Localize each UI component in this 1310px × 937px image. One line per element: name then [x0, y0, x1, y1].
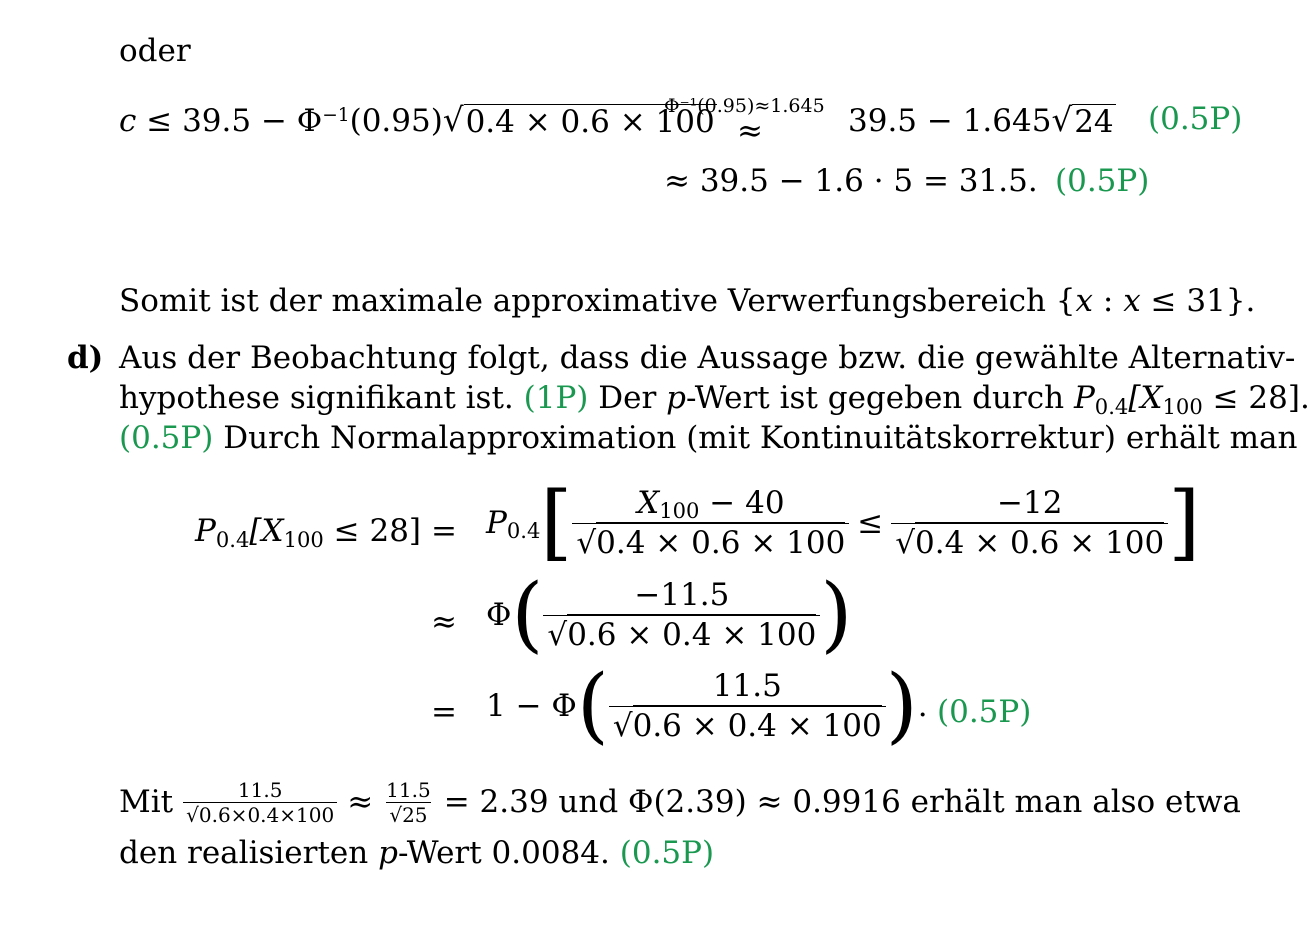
rhs-row-1	[486, 475, 1201, 570]
right-bracket: ]	[1168, 475, 1201, 570]
fraction-4-den: √0.6 × 0.4 × 100	[609, 706, 886, 742]
lhs-X: [X	[249, 513, 284, 549]
fraction-3-num: −11.5	[634, 576, 730, 613]
fraction-1-num	[633, 484, 788, 524]
frac1-den-body: 0.4 × 0.6 × 100	[596, 522, 845, 561]
lhs-rest: ≤ 28]	[323, 513, 422, 549]
inline-fraction-2	[383, 780, 434, 825]
d-line2-a: hypothese signifikant ist.	[119, 380, 524, 416]
lhs-X-sub: 100	[283, 526, 324, 552]
inline-frac1-num: 11.5	[237, 778, 283, 802]
rhs-sqrt-body: 24	[1074, 104, 1114, 140]
frac1-X: X	[637, 484, 660, 521]
fraction-3-den: √0.6 × 0.4 × 100	[543, 615, 820, 651]
frac2-den-body: 0.4 × 0.6 × 100	[915, 522, 1164, 561]
set-rest: ≤ 31}.	[1140, 283, 1256, 319]
inline-frac2-den-body: 25	[402, 803, 428, 827]
lhs-arg: (0.95)	[349, 103, 443, 139]
points-1p: (1P)	[523, 380, 589, 416]
mit-word: Mit	[119, 784, 174, 820]
frac4-den-body: 0.6 × 0.4 × 100	[633, 705, 882, 744]
frac3-den-body: 0.6 × 0.4 × 100	[567, 614, 816, 653]
inline-frac1-den-body: 0.6×0.4×100	[198, 803, 335, 827]
item-label-d: d)	[67, 340, 104, 376]
fraction-2	[891, 484, 1168, 561]
rhs-row-2-inner	[486, 567, 853, 662]
mit-line2	[119, 835, 715, 871]
inverse-sup: −1	[322, 104, 350, 126]
points-aligned: (0.5P)	[937, 694, 1032, 730]
set-var2: x	[1123, 283, 1141, 319]
mit-p-var: p	[378, 835, 398, 871]
rhs-row-3	[486, 658, 928, 753]
aligned-lhs	[195, 513, 422, 552]
d-line1: Aus der Beobachtung folgt, dass die Aussage bzw. die gewählte Alternativ-	[119, 340, 1296, 376]
frac1-X-sub: 100	[659, 498, 700, 524]
sqrt-sign: √	[442, 101, 464, 139]
sqrt-body: 0.4 × 0.6 × 100	[465, 104, 715, 140]
points-label: (0.5P)	[1148, 101, 1243, 137]
frac1-num-rest: − 40	[699, 484, 785, 521]
points-label-2: (0.5P)	[1055, 163, 1150, 199]
somit-text: Somit ist der maximale approximative Verwerfungsbereich {	[119, 283, 1076, 319]
lhs-P: P	[195, 513, 216, 549]
rel-3: =	[431, 694, 457, 730]
points-final: (0.5P)	[619, 835, 715, 871]
right-paren-3: )	[885, 658, 918, 753]
fraction-1-den: √0.4 × 0.6 × 100	[572, 523, 849, 559]
lhs-relation: ≤ 39.5 − Φ	[146, 103, 323, 139]
d-line3-text: Durch Normalapproximation (mit Kontinuitätskorrektur) erhält man	[213, 420, 1298, 456]
rel-1: =	[431, 513, 457, 549]
approx-symbol: ≈	[737, 113, 763, 149]
d-line2-d: ≤ 28].	[1202, 380, 1310, 416]
equation-line2: ≈ 39.5 − 1.6 · 5 = 31.5.	[664, 163, 1038, 199]
mit-rest: = 2.39 und Φ(2.39) ≈ 0.9916 erhält man also etwa	[443, 784, 1241, 820]
rhs-row-3-inner	[486, 658, 928, 753]
sqrt-sign-2: √	[1051, 101, 1073, 139]
equation-critical-value	[119, 101, 717, 140]
X-var: [X	[1128, 380, 1163, 416]
rel-2: ≈	[431, 604, 457, 640]
var-c: c	[119, 103, 137, 139]
period: .	[917, 687, 928, 724]
p-var: p	[666, 380, 686, 416]
equation-rhs	[848, 101, 1116, 140]
P-sub: 0.4	[1094, 393, 1129, 419]
fraction-4	[609, 667, 886, 744]
mit-approx: ≈	[347, 784, 374, 820]
mit-line2-b: -Wert 0.0084.	[397, 835, 620, 871]
lhs-P-sub: 0.4	[215, 526, 250, 552]
rhs-text: 39.5 − 1.645	[848, 103, 1052, 139]
P-var: P	[1073, 380, 1095, 416]
inline-frac1-den: √0.6×0.4×100	[183, 802, 337, 825]
left-paren-3: (	[576, 658, 609, 753]
X-sub: 100	[1162, 393, 1203, 419]
left-bracket: [	[540, 475, 573, 570]
fraction-2-den: √0.4 × 0.6 × 100	[891, 523, 1168, 559]
d-line3	[119, 420, 1298, 456]
rhs-row-1-inner	[486, 475, 1201, 570]
oder-word: oder	[119, 33, 191, 69]
mit-line1	[119, 780, 1241, 825]
inline-frac2-den: √25	[386, 802, 430, 825]
inline-frac2-num: 11.5	[386, 778, 431, 802]
text-oder	[119, 33, 191, 69]
fraction-1	[572, 484, 849, 561]
mit-line1-inner	[119, 780, 1241, 825]
set-mid: :	[1093, 283, 1124, 319]
rhs-row-2	[486, 567, 853, 662]
fraction-2-num: −12	[997, 484, 1063, 521]
right-paren-2: )	[820, 567, 853, 662]
fraction-3	[543, 576, 820, 653]
d-line2-c: -Wert ist gegeben durch	[686, 380, 1074, 416]
le-symbol: ≤	[857, 504, 884, 541]
mit-line2-a: den realisierten	[119, 835, 379, 871]
d-line2-b: Der	[588, 380, 667, 416]
d-line2	[119, 380, 1310, 419]
one-minus-phi: 1 − Φ	[486, 687, 577, 724]
points-05p-d: (0.5P)	[119, 420, 214, 456]
inline-fraction-1	[183, 780, 337, 825]
over-label: Φ⁻¹(0.95)≈1.645	[664, 95, 825, 117]
left-paren-2: (	[511, 567, 544, 662]
fraction-4-num: 11.5	[712, 667, 782, 704]
set-var: x	[1075, 283, 1094, 319]
rhs-sqrt	[1051, 101, 1115, 140]
somit-sentence	[119, 283, 1256, 319]
rhs1-P-sub: 0.4	[506, 517, 541, 543]
rhs1-P: P	[486, 504, 507, 541]
phi-2: Φ	[486, 596, 512, 633]
